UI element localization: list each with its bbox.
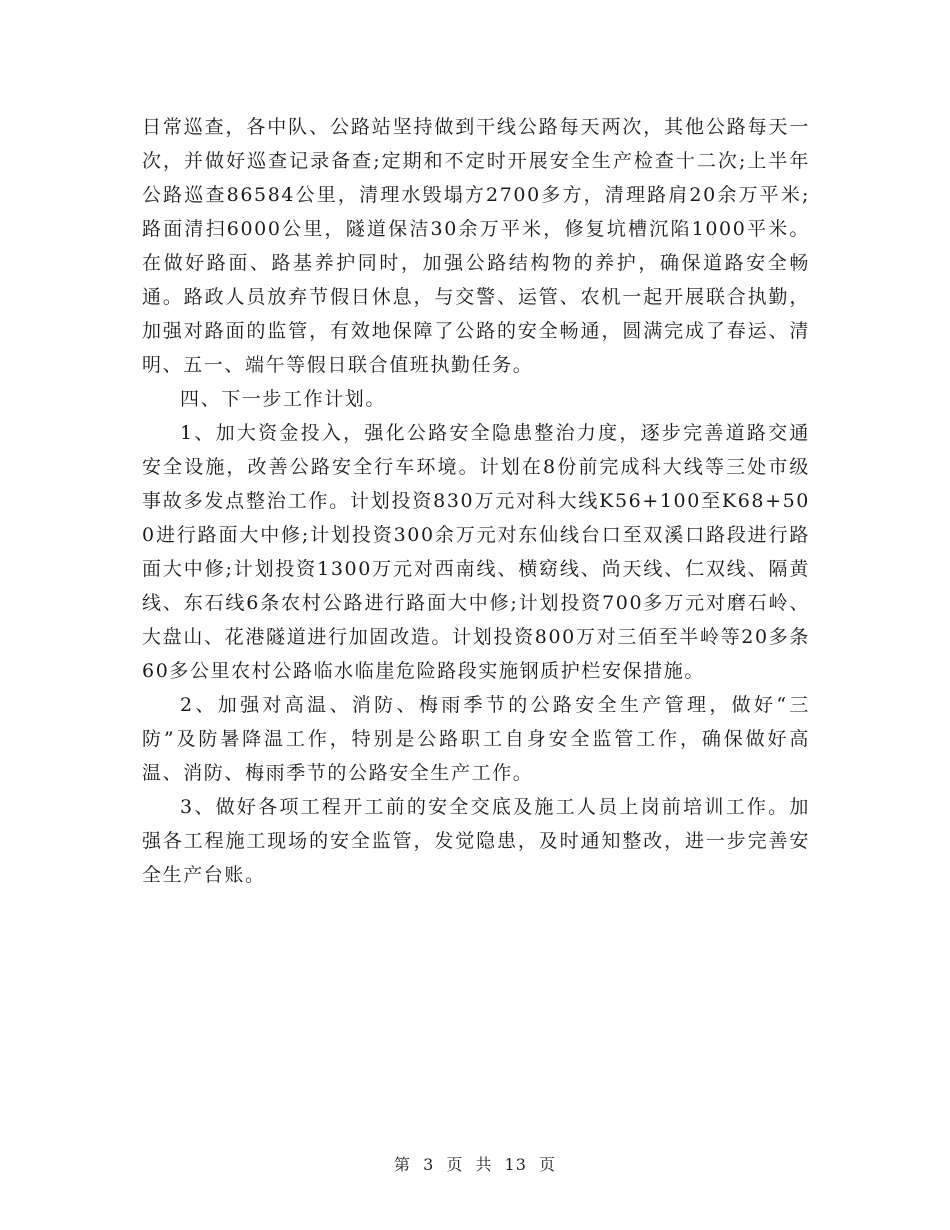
page-number-footer: 第 3 页 共 13 页 [394,1155,556,1174]
section-heading-next-plan: 四、下一步工作计划。 [180,388,387,410]
paragraph-plan-item-2: 2、加强对高温、消防、梅雨季节的公路安全生产管理，做好“三防”及防暑降温工作，特别是公路职工自身安全监管工作，确保做好高温、消防、梅雨季节的公路安全生产工作。 [142,694,810,784]
document-body [142,110,810,892]
paragraph-plan-item-1: 1、加大资金投入，强化公路安全隐患整治力度，逐步完善道路交通安全设施，改善公路安全行车环境。计划在8份前完成科大线等三处市级事故多发点整治工作。计划投资830万元对科大线K56+100至K68+500进行路面大中修;计划投资300余万元对东仙线台口至双溪口路段进行路面大中修;计划投资1300万元对西南线、横窈线、尚天线、仁双线、隔黄线、东石线6条农村公路进行路面大中修;计划投资700多万元对磨石岭、大盘山、花港隧道进行加固改造。计划投资800万对三佰至半岭等20多条60多公里农村公路临水临崖危险路段实施钢质护栏安保措施。 [142,422,810,682]
paragraph-patrol-summary: 日常巡查，各中队、公路站坚持做到干线公路每天两次，其他公路每天一次，并做好巡查记录备查;定期和不定时开展安全生产检查十二次;上半年公路巡查86584公里，清理水毁塌方2700多方，清理路肩20余万平米;路面清扫6000公里，隧道保洁30余万平米，修复坑槽沉陷1000平米。在做好路面、路基养护同时，加强公路结构物的养护，确保道路安全畅通。路政人员放弃节假日休息，与交警、运管、农机一起开展联合执勤，加强对路面的监管，有效地保障了公路的安全畅通，圆满完成了春运、清明、五一、端午等假日联合值班执勤任务。 [142,116,810,376]
paragraph-plan-item-3: 3、做好各项工程开工前的安全交底及施工人员上岗前培训工作。加强各工程施工现场的安全监管，发觉隐患，及时通知整改，进一步完善安全生产台账。 [142,796,810,886]
